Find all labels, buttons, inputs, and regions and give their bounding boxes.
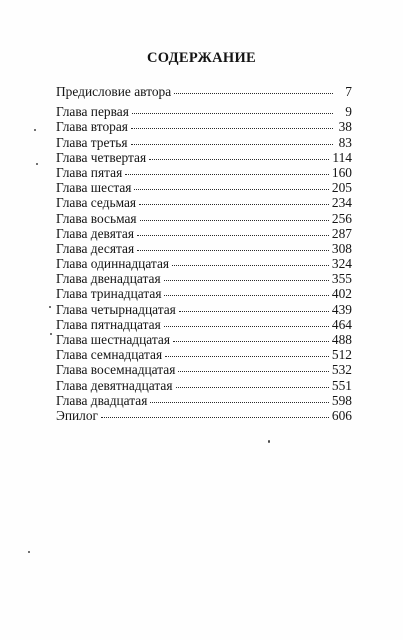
dot-leader <box>178 371 329 372</box>
toc-entry-label: Глава девятнадцатая <box>56 377 173 393</box>
toc-entry-page-number: 7 <box>345 84 352 99</box>
toc-entry-label: Глава четырнадцатая <box>56 301 176 317</box>
dot-leader <box>125 174 329 175</box>
toc-entry <box>56 180 352 195</box>
dot-leader <box>172 265 329 266</box>
toc-entry-label: Глава пятая <box>56 164 123 180</box>
toc-entry <box>56 165 352 180</box>
toc-entry-page-number: 551 <box>331 377 352 393</box>
dot-leader <box>139 204 329 205</box>
toc-entry <box>56 211 352 226</box>
toc-entry-page-number: 38 <box>338 119 352 135</box>
scan-speck <box>49 306 51 308</box>
toc-entry-label: Глава четвертая <box>56 149 147 165</box>
dot-leader <box>164 326 329 327</box>
dot-leader <box>164 280 329 281</box>
toc-entry <box>56 226 352 241</box>
toc-entry <box>56 317 352 332</box>
dot-leader <box>131 128 333 129</box>
toc-entry-label: Глава шестая <box>56 180 132 196</box>
toc-entry-label: Глава восемнадцатая <box>56 362 176 378</box>
toc-entry-label: Эпилог <box>56 407 99 423</box>
toc-entry-page-number: 439 <box>331 301 352 317</box>
toc-entry-page-number: 512 <box>331 347 352 363</box>
dot-leader <box>134 189 328 190</box>
toc-entry-label: Глава первая <box>56 104 129 120</box>
toc-entry <box>56 241 352 256</box>
toc-entry-page-number: 205 <box>331 180 352 196</box>
dot-leader <box>137 235 329 236</box>
toc-entry <box>56 347 352 362</box>
toc-entry-page-number: 160 <box>331 164 352 180</box>
dot-leader <box>174 93 333 94</box>
toc-entry <box>56 302 352 317</box>
toc-entry-label: Предисловие автора <box>56 84 172 99</box>
toc-entry <box>56 393 352 408</box>
dot-leader <box>131 144 333 145</box>
dot-leader <box>165 356 329 357</box>
toc-entry-page-number: 234 <box>331 195 352 211</box>
toc-entry-page-number: 355 <box>331 271 352 287</box>
dot-leader <box>137 250 329 251</box>
toc-entry-page-number: 287 <box>331 225 352 241</box>
toc-entry-page-number: 402 <box>331 286 352 302</box>
toc-entry-page-number: 464 <box>331 316 352 332</box>
toc-entry <box>56 332 352 347</box>
toc-entry <box>56 378 352 393</box>
toc-entry-label: Глава девятая <box>56 225 134 241</box>
toc-entry-label: Глава двадцатая <box>56 392 148 408</box>
toc-entry <box>56 408 352 423</box>
toc-entry-page-number: 308 <box>331 240 352 256</box>
scan-speck <box>28 551 30 553</box>
dot-leader <box>173 341 329 342</box>
page-title: СОДЕРЖАНИЕ <box>146 50 257 66</box>
toc-entry-label: Глава седьмая <box>56 195 137 211</box>
toc-entry-label: Глава десятая <box>56 240 135 256</box>
toc-entry <box>56 286 352 301</box>
toc-entry-label: Глава шестнадцатая <box>56 332 170 347</box>
toc-entry-page-number: 606 <box>331 407 352 423</box>
toc-entry-page-number: 256 <box>331 210 352 226</box>
toc-entry-page-number: 598 <box>331 392 352 408</box>
dot-leader <box>176 387 329 388</box>
dot-leader <box>149 159 329 160</box>
dot-leader <box>179 311 329 312</box>
dot-leader <box>101 417 329 418</box>
toc-entry <box>56 271 352 286</box>
dot-leader <box>132 113 333 114</box>
toc-entry <box>56 362 352 377</box>
toc-entry-label: Глава двенадцатая <box>56 271 161 287</box>
scan-speck <box>268 440 270 443</box>
toc-entry <box>56 150 352 165</box>
scan-speck <box>50 333 52 335</box>
toc-entry-label: Глава третья <box>56 134 128 150</box>
dot-leader <box>164 295 328 296</box>
toc-entry-page-number: 114 <box>332 149 352 165</box>
toc-entry <box>56 256 352 271</box>
toc-entry-page-number: 83 <box>338 134 352 150</box>
toc-entry-label: Глава пятнадцатая <box>56 316 161 332</box>
toc-entry <box>56 195 352 210</box>
toc-entry-page-number: 9 <box>345 104 352 120</box>
scan-speck <box>36 163 38 165</box>
table-of-contents <box>56 84 352 423</box>
toc-entry-page-number: 488 <box>331 332 352 347</box>
scan-speck <box>34 129 36 131</box>
toc-entry-page-number: 532 <box>331 362 352 378</box>
toc-entry-page-number: 324 <box>331 256 352 272</box>
toc-entry-label: Глава семнадцатая <box>56 347 163 363</box>
dot-leader <box>140 220 329 221</box>
toc-entry-label: Глава тринадцатая <box>56 286 162 302</box>
toc-entry <box>56 119 352 134</box>
toc-entry <box>56 84 352 99</box>
dot-leader <box>150 402 329 403</box>
toc-entry-label: Глава одиннадцатая <box>56 256 170 272</box>
toc-entry <box>56 104 352 119</box>
toc-entry-label: Глава вторая <box>56 119 128 135</box>
toc-entry <box>56 135 352 150</box>
toc-entry-label: Глава восьмая <box>56 210 137 226</box>
